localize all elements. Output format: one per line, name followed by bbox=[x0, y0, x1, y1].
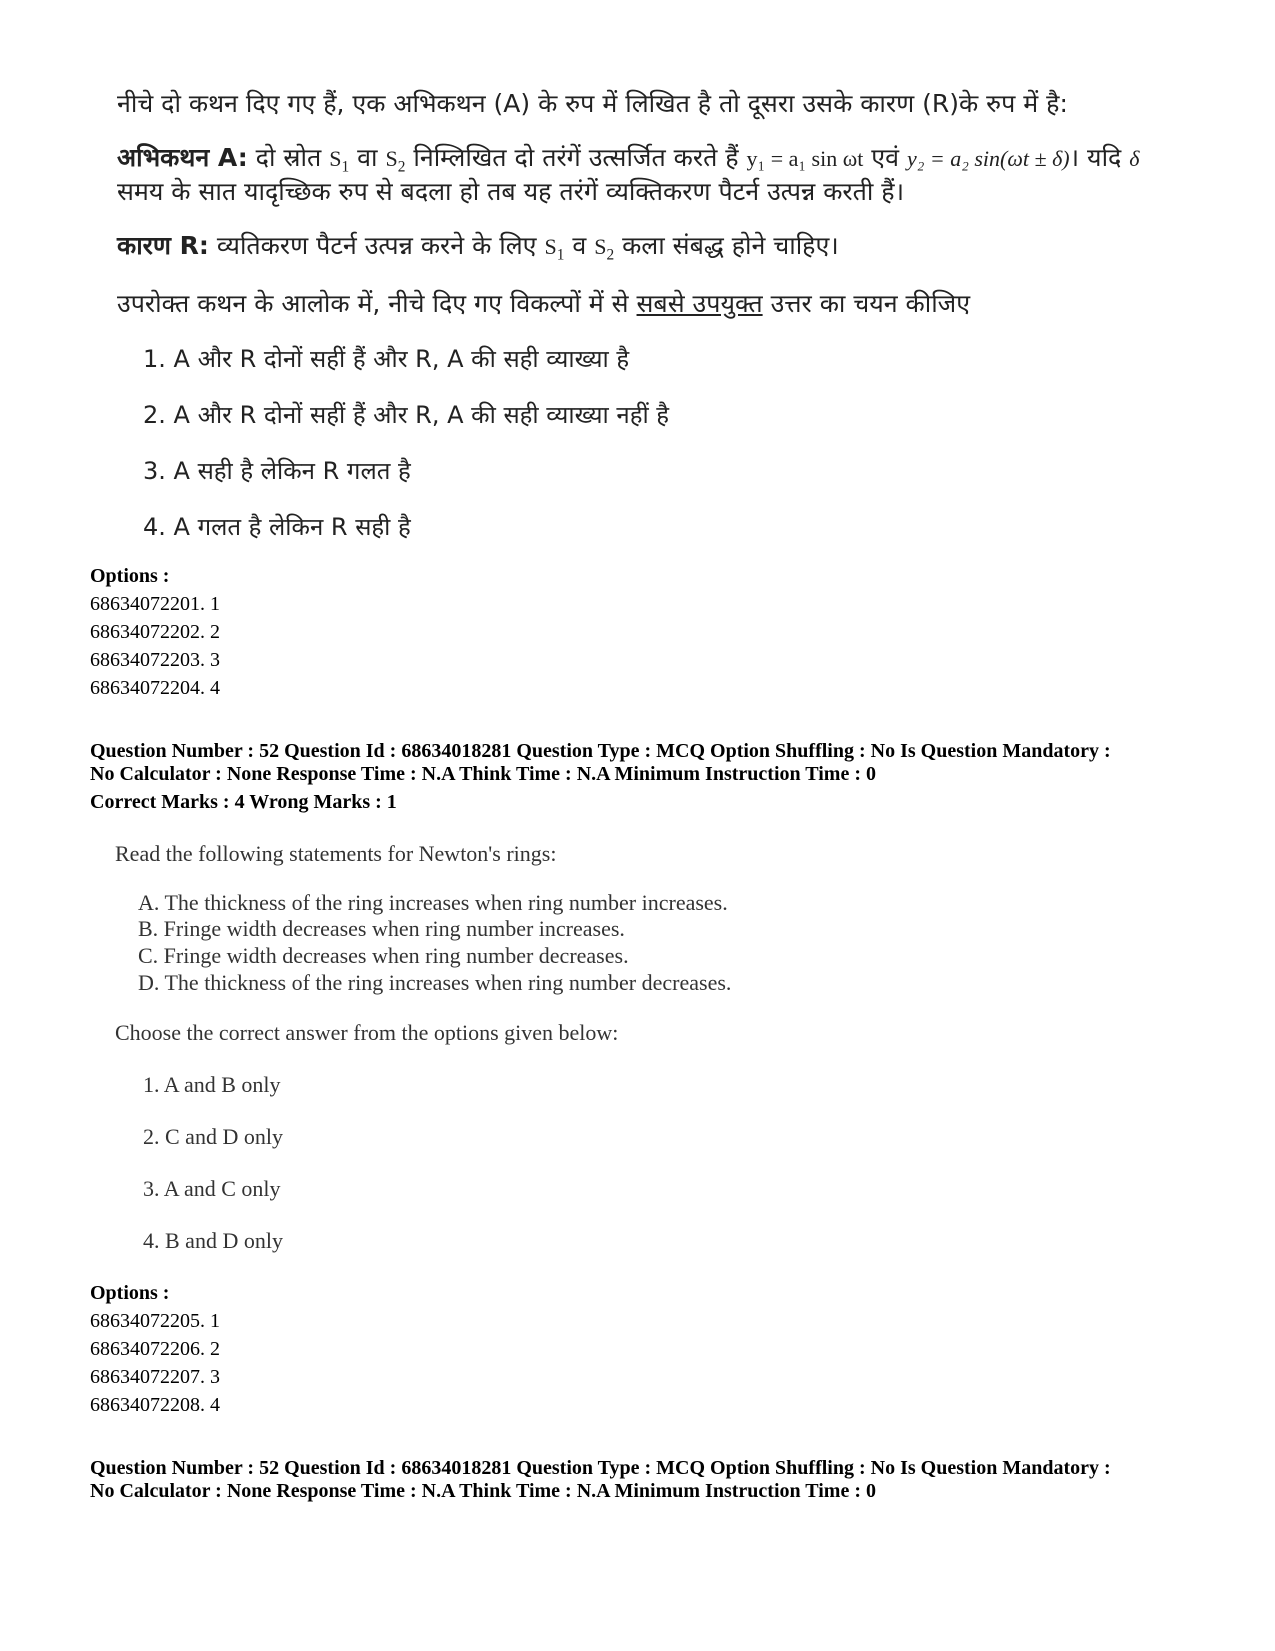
source-s2: $S_2$ bbox=[385, 146, 406, 176]
reason-s2: $S_2$ bbox=[594, 234, 615, 264]
delta-symbol: δ bbox=[1129, 146, 1140, 171]
q51-choose-instruction: उपरोक्त कथन के आलोक में, नीचे दिए गए विकल्पों में से सबसे उपयुक्त उत्तर का चयन कीजिए bbox=[117, 289, 971, 318]
assertion-va: वा bbox=[357, 143, 378, 172]
reason-text: व्यतिकरण पैटर्न उत्पन्न करने के लिए bbox=[216, 231, 537, 260]
q51-choice-4: 4. A गलत है लेकिन R सही है bbox=[143, 513, 411, 541]
q52-meta-line2: No Calculator : None Response Time : N.A Think Time : N.A Minimum Instruction Time : 0 bbox=[90, 763, 876, 785]
q52-options-label: Options : bbox=[90, 1282, 170, 1304]
q51-options-label: Options : bbox=[90, 565, 170, 587]
q52-statement-a: A. The thickness of the ring increases when ring number increases. bbox=[138, 890, 728, 915]
underlined-phrase: सबसे उपयुक्त bbox=[636, 289, 763, 318]
reason-text-2: कला संबद्ध होने चाहिए। bbox=[622, 231, 839, 260]
q52-statement-c: C. Fringe width decreases when ring number decreases. bbox=[138, 943, 629, 968]
source-s1: $S_1$ bbox=[329, 146, 350, 176]
q52-intro: Read the following statements for Newton's rings: bbox=[115, 841, 557, 866]
q52-repeat-meta-line2: No Calculator : None Response Time : N.A Think Time : N.A Minimum Instruction Time : 0 bbox=[90, 1480, 876, 1502]
q52-choice-2: 2. C and D only bbox=[143, 1124, 283, 1149]
q52-choice-1: 1. A and B only bbox=[143, 1072, 281, 1097]
q52-option-2: 68634072206. 2 bbox=[90, 1338, 220, 1360]
q51-choice-1: 1. A और R दोनों सहीं हैं और R, A की सही व्याख्या है bbox=[143, 345, 630, 373]
q52-option-3: 68634072207. 3 bbox=[90, 1366, 220, 1388]
assertion-text-3: । यदि bbox=[1069, 143, 1122, 172]
q51-intro: नीचे दो कथन दिए गए हैं, एक अभिकथन (A) के रुप में लिखित है तो दूसरा उसके कारण (R)के रुप में है: bbox=[117, 89, 1068, 118]
q52-option-4: 68634072208. 4 bbox=[90, 1394, 220, 1416]
q52-option-1: 68634072205. 1 bbox=[90, 1310, 220, 1332]
q51-choice-2: 2. A और R दोनों सहीं हैं और R, A की सही व्याख्या नहीं है bbox=[143, 401, 670, 429]
q52-meta-line1: Question Number : 52 Question Id : 68634018281 Question Type : MCQ Option Shuffling : No Is Question Mandatory : bbox=[90, 740, 1111, 762]
assertion-text: दो स्रोत bbox=[255, 143, 322, 172]
q52-repeat-meta-line1: Question Number : 52 Question Id : 68634018281 Question Type : MCQ Option Shuffling : No Is Question Mandatory : bbox=[90, 1457, 1111, 1479]
q52-marks: Correct Marks : 4 Wrong Marks : 1 bbox=[90, 791, 397, 813]
q51-option-2: 68634072202. 2 bbox=[90, 621, 220, 643]
assertion-text-2: निम्लिखित दो तरंगें उत्सर्जित करते हैं bbox=[413, 143, 739, 172]
assertion-evam: एवं bbox=[871, 143, 899, 172]
q52-choose-instruction: Choose the correct answer from the options given below: bbox=[115, 1020, 619, 1045]
q51-option-4: 68634072204. 4 bbox=[90, 677, 220, 699]
reason-s1: $S_1$ bbox=[544, 234, 565, 264]
reason-va: व bbox=[572, 231, 587, 260]
q51-assertion-line2: समय के सात यादृच्छिक रुप से बदला हो तब यह तरंगें व्यक्तिकरण पैटर्न उत्पन्न करती हैं। bbox=[117, 177, 905, 206]
q52-choice-4: 4. B and D only bbox=[143, 1228, 283, 1253]
q52-choice-3: 3. A and C only bbox=[143, 1176, 281, 1201]
q52-statement-b: B. Fringe width decreases when ring number increases. bbox=[138, 916, 625, 941]
q51-choice-3: 3. A सही है लेकिन R गलत है bbox=[143, 457, 411, 485]
q51-assertion-line1 bbox=[117, 140, 1140, 176]
equation-y2: y₂ = a₂ sin(ωt ± δ) bbox=[906, 146, 1070, 171]
q51-reason bbox=[117, 228, 839, 264]
reason-label: कारण R: bbox=[117, 231, 209, 260]
equation-y1: y₁ = a₁ sin ωt bbox=[746, 146, 864, 171]
q51-option-3: 68634072203. 3 bbox=[90, 649, 220, 671]
q52-statement-d: D. The thickness of the ring increases when ring number decreases. bbox=[138, 970, 732, 995]
q51-option-1: 68634072201. 1 bbox=[90, 593, 220, 615]
assertion-label: अभिकथन A: bbox=[117, 143, 248, 172]
